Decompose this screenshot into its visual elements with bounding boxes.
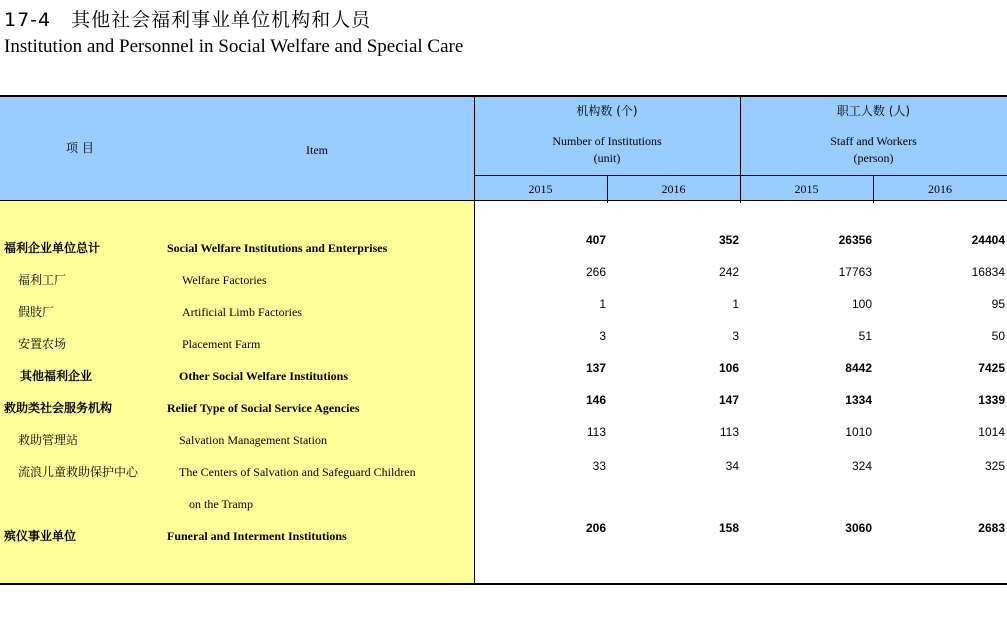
row-value: 106 (718, 361, 739, 375)
row-value: 100 (851, 297, 872, 311)
table-header (0, 95, 1007, 201)
row-label-en: Placement Farm (182, 337, 261, 351)
header-institutions-en: Number of Institutions (552, 134, 662, 148)
row-label-cn: 福利企业单位总计 (4, 241, 101, 255)
table-row (0, 456, 1007, 488)
row-label-cn: 救助管理站 (18, 433, 79, 447)
table-title-cn: 17-4 其他社会福利事业单位机构和人员 (4, 9, 372, 31)
row-value: 7425 (978, 361, 1005, 375)
header-year: 2015 (528, 182, 553, 196)
row-value: 17763 (838, 265, 872, 279)
row-value: 324 (851, 459, 872, 473)
row-value: 113 (586, 425, 606, 439)
row-value: 2683 (978, 521, 1005, 535)
row-value: 146 (585, 393, 606, 407)
row-value: 1 (599, 297, 606, 311)
row-value: 1010 (845, 425, 872, 439)
row-value: 95 (991, 297, 1005, 311)
header-staff-en: Staff and Workers (830, 134, 917, 148)
header-year: 2016 (928, 182, 952, 196)
row-value: 352 (718, 233, 739, 247)
table-row (0, 296, 1007, 328)
header-staff-cn: 职工人数 (人) (836, 104, 911, 118)
row-value: 34 (725, 459, 739, 473)
row-value: 50 (991, 329, 1005, 343)
row-label-en: Relief Type of Social Service Agencies (167, 401, 360, 415)
row-label-cn: 福利工厂 (18, 273, 67, 287)
row-value: 113 (719, 425, 739, 439)
row-value: 242 (718, 265, 739, 279)
header-institutions-cn: 机构数 (个) (576, 104, 638, 118)
row-label-en: The Centers of Salvation and Safeguard Children (179, 465, 416, 479)
row-value: 8442 (845, 361, 872, 375)
row-label-en: Welfare Factories (182, 273, 267, 287)
table-bottom-rule (0, 583, 1007, 585)
data-table (0, 95, 1007, 585)
row-value: 51 (858, 329, 872, 343)
row-label-cn: 安置农场 (18, 337, 67, 351)
row-label-cn: 救助类社会服务机构 (4, 401, 113, 415)
table-title-en: Institution and Personnel in Social Welfare and Special Care (4, 36, 464, 57)
row-value: 16834 (971, 265, 1005, 279)
row-value: 3 (599, 329, 606, 343)
row-label-en: Artificial Limb Factories (182, 305, 302, 319)
row-value: 1334 (845, 393, 872, 407)
row-value: 1 (732, 297, 739, 311)
row-label-cn: 殡仪事业单位 (4, 529, 77, 543)
header-institutions-unit: (unit) (593, 151, 621, 165)
row-value: 1339 (978, 393, 1005, 407)
row-value: 24404 (971, 233, 1005, 247)
row-value: 407 (585, 233, 606, 247)
row-label-en: Funeral and Interment Institutions (167, 529, 347, 543)
row-value: 325 (984, 459, 1005, 473)
header-staff-unit: (person) (853, 151, 894, 165)
header-year: 2016 (661, 182, 686, 196)
row-value: 158 (718, 521, 739, 535)
row-value: 147 (718, 393, 739, 407)
row-label-en: on the Tramp (189, 497, 254, 511)
row-value: 26356 (838, 233, 872, 247)
row-value: 3 (732, 329, 739, 343)
header-year: 2015 (794, 182, 819, 196)
row-value: 266 (585, 265, 606, 279)
table-row (0, 520, 1007, 552)
row-label-en: Other Social Welfare Institutions (179, 369, 349, 383)
header-item-cn: 项 目 (66, 141, 94, 155)
row-label-cn: 其他福利企业 (20, 369, 93, 383)
row-value: 137 (585, 361, 606, 375)
header-item-en: Item (306, 143, 328, 157)
row-value: 206 (585, 521, 606, 535)
row-label-cn: 流浪儿童救助保护中心 (18, 465, 139, 479)
row-value: 33 (592, 459, 606, 473)
row-value: 1014 (978, 425, 1005, 439)
row-label-en: Social Welfare Institutions and Enterprises (167, 241, 388, 255)
row-label-cn: 假肢厂 (18, 305, 55, 319)
row-value: 3060 (845, 521, 872, 535)
row-label-en: Salvation Management Station (179, 433, 327, 447)
